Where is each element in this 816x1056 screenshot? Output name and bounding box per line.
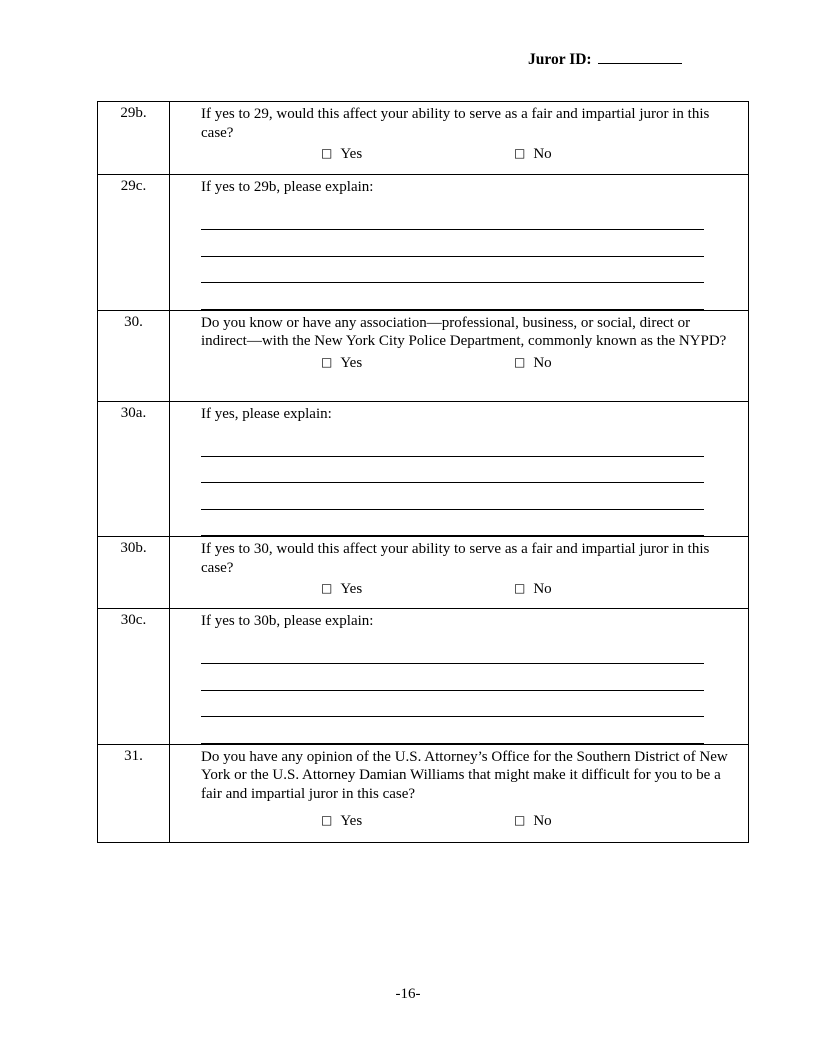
answer-lines[interactable] [201,197,728,310]
no-label: No [533,581,552,597]
checkbox-icon[interactable]: □ [514,146,526,160]
no-option[interactable] [514,354,552,373]
question-number: 29c. [98,175,170,311]
question-cell [170,537,749,609]
checkbox-icon[interactable]: □ [321,581,333,595]
yes-option[interactable] [321,812,362,831]
yes-no-options [201,351,728,375]
answer-line[interactable] [201,457,704,484]
answer-lines[interactable] [201,423,728,536]
no-label: No [533,146,552,162]
question-row-29c [98,175,749,311]
answer-line[interactable] [201,638,704,665]
answer-line[interactable] [201,204,704,231]
checkbox-icon[interactable]: □ [321,354,333,369]
juror-id-label: Juror ID: [528,51,592,68]
question-number: 31. [98,744,170,842]
questionnaire-table [97,101,749,843]
question-cell [170,175,749,311]
no-option[interactable] [514,145,552,164]
yes-label: Yes [340,354,363,371]
question-number: 30a. [98,401,170,537]
question-text: If yes, please explain: [201,405,332,422]
question-cell [170,102,749,175]
juror-id-blank[interactable] [598,50,682,64]
yes-label: Yes [340,146,363,162]
question-text: If yes to 30b, please explain: [201,613,374,629]
question-cell [170,401,749,537]
question-text: If yes to 30, would this affect your ability to serve as a fair and impartial juror in this case? [201,541,710,576]
no-label: No [533,813,552,829]
answer-line[interactable] [201,283,704,310]
yes-label: Yes [340,813,363,829]
answer-line[interactable] [201,717,704,744]
page-number: -16- [395,986,421,1002]
checkbox-icon[interactable]: □ [321,813,333,827]
answer-lines[interactable] [201,631,728,744]
question-number: 29b. [98,102,170,175]
answer-line[interactable] [201,483,704,510]
checkbox-icon[interactable]: □ [514,813,526,827]
question-row-30 [98,310,749,401]
question-row-30a [98,401,749,537]
yes-no-options [201,577,728,601]
question-text: If yes to 29, would this affect your ability to serve as a fair and impartial juror in this case? [201,106,710,141]
question-text: Do you have any opinion of the U.S. Attorney’s Office for the Southern District of New York or the U.S. Attorney Damian Williams that might make it difficult for you to be a fair and impartial juror in this case? [201,748,728,802]
no-option[interactable] [514,812,552,831]
answer-line[interactable] [201,664,704,691]
question-number: 30b. [98,537,170,609]
question-number: 30c. [98,609,170,745]
answer-line[interactable] [201,257,704,284]
question-text: Do you know or have any association—professional, business, or social, direct or indirect—with the New York City Police Department, commonly known as the NYPD? [201,314,727,349]
juror-id-field [528,50,682,69]
question-cell [170,744,749,842]
checkbox-icon[interactable]: □ [321,146,333,160]
answer-line[interactable] [201,691,704,718]
yes-option[interactable] [321,580,362,599]
answer-line[interactable] [201,430,704,457]
yes-no-options [201,142,728,166]
answer-line[interactable] [201,230,704,257]
question-row-30b [98,537,749,609]
question-row-29b [98,102,749,175]
question-row-31 [98,744,749,842]
question-row-30c [98,609,749,745]
no-label: No [533,354,552,371]
yes-option[interactable] [321,145,362,164]
checkbox-icon[interactable]: □ [514,581,526,595]
yes-option[interactable] [321,354,362,373]
question-text: If yes to 29b, please explain: [201,179,374,195]
question-cell [170,310,749,401]
answer-line[interactable] [201,510,704,537]
yes-no-options [201,809,728,833]
no-option[interactable] [514,580,552,599]
question-cell [170,609,749,745]
yes-label: Yes [340,581,363,597]
question-number: 30. [98,310,170,401]
checkbox-icon[interactable]: □ [514,354,526,369]
